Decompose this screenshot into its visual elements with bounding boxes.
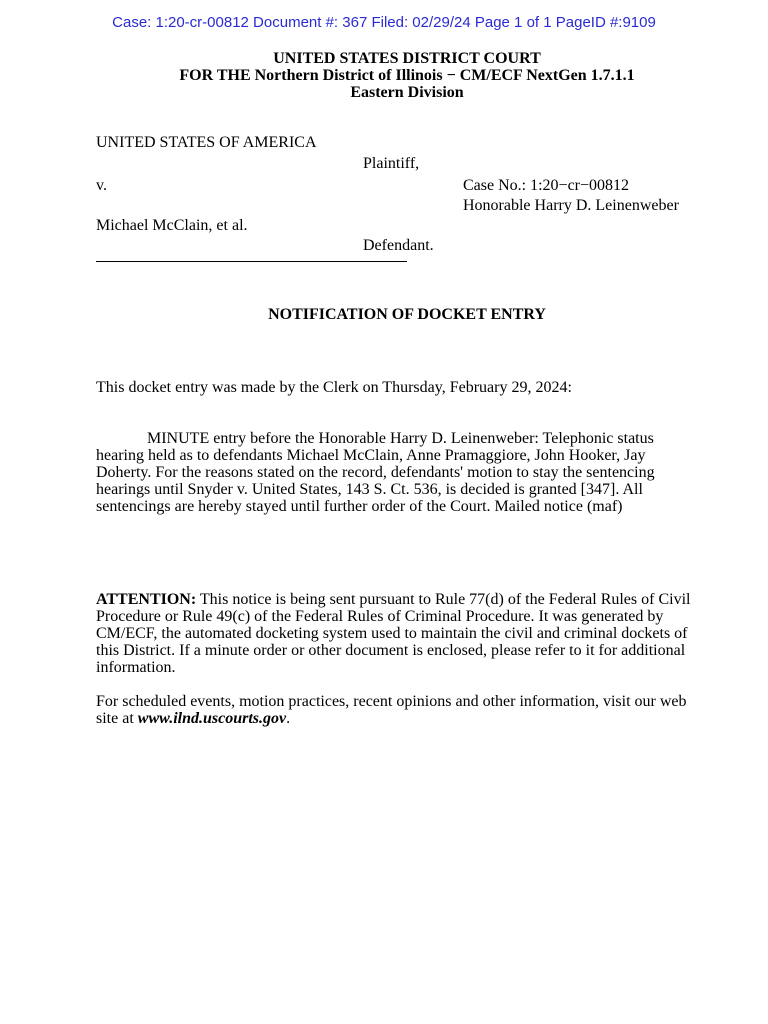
court-division: Eastern Division [350,84,464,101]
notice-title: NOTIFICATION OF DOCKET ENTRY [268,306,546,323]
case-header-stamp: Case: 1:20-cr-00812 Document #: 367 Filed: 02/29/24 Page 1 of 1 PageID #:9109 [112,14,656,31]
plaintiff-name: UNITED STATES OF AMERICA [96,134,317,151]
court-district: FOR THE Northern District of Illinois − CM/ECF NextGen 1.7.1.1 [179,67,635,84]
judge-name: Honorable Harry D. Leinenweber [463,197,679,214]
court-heading [0,50,768,101]
attention-label: ATTENTION: [96,591,197,608]
footer-text: For scheduled events, motion practices, recent opinions and other information, visit our web site at [96,693,687,727]
footer-end: . [286,710,291,727]
footer-notice [96,693,700,727]
court-website-link[interactable]: www.ilnd.uscourts.gov [137,710,287,727]
versus-label: v. [96,177,107,194]
defendant-name: Michael McClain, et al. [96,217,248,234]
case-number: Case No.: 1:20−cr−00812 [463,177,630,194]
attention-notice [96,591,700,676]
attention-text: This notice is being sent pursuant to Rule 77(d) of the Federal Rules of Civil Procedure or Rule 49(c) of the Federal Rules of Criminal Procedure. It was generated by CM/ECF, the automated docketing system used to maintain the civil and criminal dockets of this District. If a minute order or other document is enclosed, please refer to it for additional information. [96,591,691,676]
caption-divider [96,261,407,262]
docket-intro: This docket entry was made by the Clerk on Thursday, February 29, 2024: [96,379,572,396]
court-name: UNITED STATES DISTRICT COURT [273,50,541,67]
minute-entry: MINUTE entry before the Honorable Harry D. Leinenweber: Telephonic status hearing held as to defendants Michael McClain, Anne Pramaggiore, John Hooker, Jay Doherty. For the reasons stated on the record, defendants' motion to stay the sentencing hearings until Snyder v. United States, 143 S. Ct. 536, is decided is granted [347]. All sentencings are hereby stayed until further order of the Court. Mailed notice (maf) [96,430,655,515]
defendant-role: Defendant. [363,237,434,254]
plaintiff-role: Plaintiff, [363,155,420,172]
